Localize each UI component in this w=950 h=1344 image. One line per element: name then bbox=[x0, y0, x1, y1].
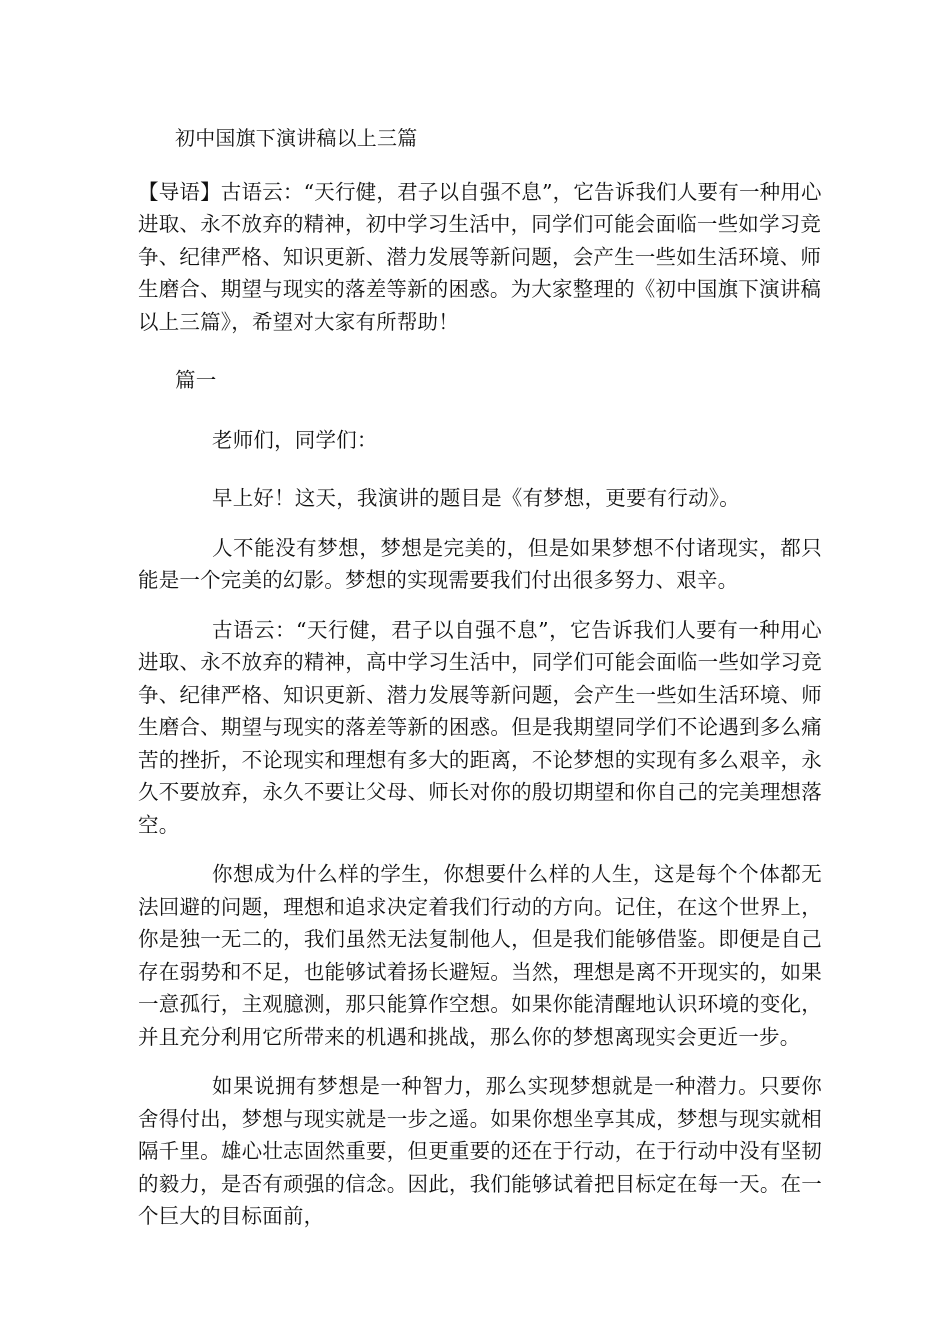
document-body bbox=[138, 122, 822, 1250]
speech-paragraph: 人不能没有梦想，梦想是完美的，但是如果梦想不付诸现实，都只能是一个完美的幻影。梦想的实现需要我们付出很多努力、艰辛。 bbox=[138, 535, 822, 592]
section-heading: 篇一 bbox=[175, 368, 217, 392]
speech-salutation: 老师们，同学们： bbox=[212, 427, 378, 452]
speech-paragraph-greeting: 早上好！这天，我演讲的题目是《有梦想，更要有行动》。 bbox=[212, 486, 740, 510]
speech-paragraph: 如果说拥有梦想是一种智力，那么实现梦想就是一种潜力。只要你舍得付出，梦想与现实就是一步之遥。如果你想坐享其成，梦想与现实就相隔千里。雄心壮志固然重要，但更重要的还在于行动，在于行动中没有坚韧的毅力，是否有顽强的信念。因此，我们能够试着把目标定在每一天。在一个巨大的目标面前， bbox=[138, 1074, 822, 1228]
intro-paragraph: 【导语】古语云：“天行健，君子以自强不息”，它告诉我们人要有一种用心进取、永不放弃的精神，初中学习生活中，同学们可能会面临一些如学习竞争、纪律严格、知识更新、潜力发展等新问题，会产生一些如生活环境、师生磨合、期望与现实的落差等新的困惑。为大家整理的《初中国旗下演讲稿以上三篇》，希望对大家有所帮助！ bbox=[138, 179, 822, 334]
speech-paragraph: 古语云：“天行健，君子以自强不息”，它告诉我们人要有一种用心进取、永不放弃的精神，高中学习生活中，同学们可能会面临一些如学习竞争、纪律严格、知识更新、潜力发展等新问题，会产生一些如生活环境、师生磨合、期望与现实的落差等新的困惑。但是我期望同学们不论遇到多么痛苦的挫折，不论现实和理想有多大的距离，不论梦想的实现有多么艰辛，永久不要放弃，永久不要让父母、师长对你的殷切期望和你自己的完美理想落空。 bbox=[138, 617, 822, 837]
speech-paragraph: 你想成为什么样的学生，你想要什么样的人生，这是每个个体都无法回避的问题，理想和追求决定着我们行动的方向。记住，在这个世界上，你是独一无二的，我们虽然无法复制他人，但是我们能够借鉴。即便是自己存在弱势和不足，也能够试着扬长避短。当然，理想是离不开现实的，如果一意孤行，主观臆测，那只能算作空想。如果你能清醒地认识环境的变化，并且充分利用它所带来的机遇和挑战，那么你的梦想离现实会更近一步。 bbox=[138, 862, 822, 1049]
document-title: 初中国旗下演讲稿以上三篇 bbox=[175, 126, 418, 150]
